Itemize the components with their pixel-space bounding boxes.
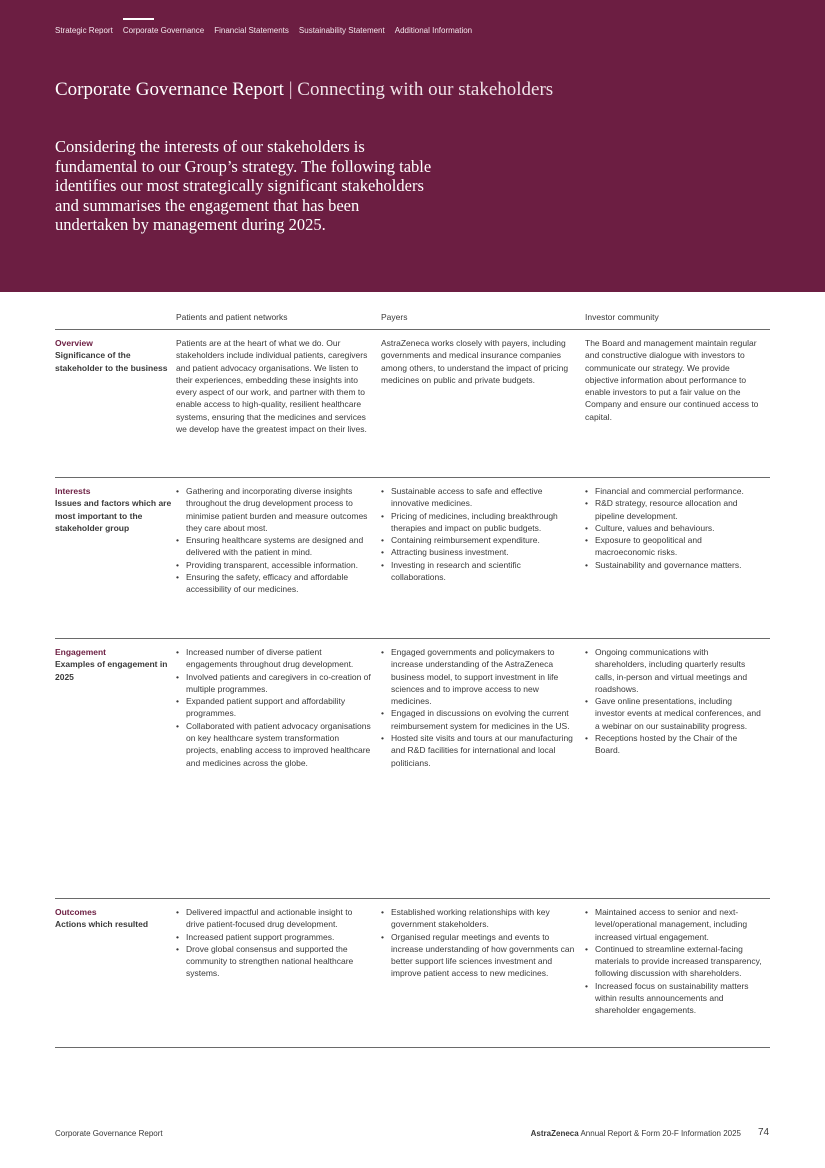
column-header-payers: Payers (381, 312, 408, 322)
list-item: • Gathering and incorporating diverse insights throughout the drug development process to minimise patient burden and measure outcomes they care about most. (176, 485, 373, 534)
footer-section-name: Corporate Governance Report (55, 1129, 163, 1138)
list-item: • Expanded patient support and affordability programmes. (176, 695, 373, 720)
list-item: • Established working relationships with key government stakeholders. (381, 906, 577, 931)
table-cell (585, 478, 770, 638)
list-item: • Providing transparent, accessible information. (176, 559, 373, 571)
row-subtitle: Significance of the stakeholder to the business (55, 350, 168, 373)
table-cell: Patients are at the heart of what we do. Our stakeholders include individual patients, caregivers and patient advocacy organisations. We listen to their experiences, embedding these insights into every aspect of our work, and partner with them to enable access to high-quality, resilient healthcare systems, ensuring that the medicines and services we develop have the greatest impact on their lives. (176, 338, 368, 435)
bullet-list (176, 485, 373, 596)
row-subtitle: Examples of engagement in 2025 (55, 659, 168, 682)
page-title-sub: Connecting with our stakeholders (297, 79, 554, 100)
table-cell (176, 478, 381, 638)
table-cell (585, 639, 770, 898)
list-item: • Involved patients and caregivers in co-creation of multiple programmes. (176, 671, 373, 696)
list-item: • Receptions hosted by the Chair of the Board. (585, 732, 762, 757)
list-item: • Drove global consensus and supported the community to strengthen national healthcare systems. (176, 943, 373, 980)
title-separator: | (288, 79, 293, 100)
list-item: • Organised regular meetings and events to increase understanding of how governments can better support life sciences investment and improve patient access to new medicines. (381, 931, 577, 980)
list-item: • Ensuring healthcare systems are designed and delivered with the patient in mind. (176, 534, 373, 559)
column-header-investors: Investor community (585, 312, 659, 322)
header-banner (0, 0, 825, 292)
nav-strategic-report[interactable]: Strategic Report (55, 26, 113, 35)
list-item: • Pricing of medicines, including breakthrough therapies and impact on public budgets. (381, 510, 577, 535)
table-cell (381, 899, 585, 1047)
nav-sustainability-statement[interactable]: Sustainability Statement (298, 26, 385, 35)
table-header-spacer (55, 312, 176, 329)
list-item: • Investing in research and scientific collaborations. (381, 559, 577, 584)
list-item: • Engaged in discussions on evolving the current reimbursement system for medicines in the US. (381, 707, 577, 732)
column-header-patients: Patients and patient networks (176, 312, 288, 322)
list-item: • Increased focus on sustainability matters within results announcements and shareholder engagements. (585, 980, 762, 1017)
bullet-list (585, 646, 762, 757)
table-cell (381, 478, 585, 638)
table-cell (176, 899, 381, 1047)
table-cell (381, 639, 585, 898)
list-item: • Ensuring the safety, efficacy and affordable accessibility of our medicines. (176, 571, 373, 596)
footer-brand: AstraZeneca (530, 1129, 579, 1138)
page-number: 74 (758, 1127, 770, 1138)
nav-additional-information[interactable]: Additional Information (394, 26, 473, 35)
list-item: • Culture, values and behaviours. (585, 522, 762, 534)
list-item: • Collaborated with patient advocacy organisations on key healthcare system transformation projects, enabling access to improved healthcare and medicines across the globe. (176, 720, 373, 769)
table-cell (585, 899, 770, 1047)
table-row-outcomes (55, 899, 770, 1048)
list-item: • Continued to streamline external-facing materials to provide increased transparency, following discussion with shareholders. (585, 943, 762, 980)
row-label (55, 330, 176, 477)
table-row-overview (55, 330, 770, 478)
row-label (55, 478, 176, 638)
bullet-list (585, 906, 762, 1017)
list-item: • R&D strategy, resource allocation and pipeline development. (585, 497, 762, 522)
list-item: • Financial and commercial performance. (585, 485, 762, 497)
list-item: • Sustainability and governance matters. (585, 559, 762, 571)
bullet-list (381, 485, 577, 583)
table-row-interests (55, 478, 770, 639)
bullet-list (585, 485, 762, 571)
nav-financial-statements[interactable]: Financial Statements (214, 26, 289, 35)
row-title: Interests (55, 486, 91, 496)
list-item: • Exposure to geopolitical and macroeconomic risks. (585, 534, 762, 559)
table-header (55, 312, 770, 330)
stakeholder-table (55, 312, 770, 1048)
top-nav (55, 26, 472, 35)
bullet-list (381, 646, 577, 769)
list-item: • Attracting business investment. (381, 546, 577, 558)
list-item: • Ongoing communications with shareholders, including quarterly results calls, in-person and virtual meetings and roadshows. (585, 646, 762, 695)
row-title: Outcomes (55, 907, 97, 917)
list-item: • Increased number of diverse patient engagements throughout drug development. (176, 646, 373, 671)
row-subtitle: Actions which resulted (55, 919, 149, 930)
list-item: • Delivered impactful and actionable insight to drive patient-focused drug development. (176, 906, 373, 931)
list-item: • Containing reimbursement expenditure. (381, 534, 577, 546)
row-title: Engagement (55, 647, 107, 657)
list-item: • Increased patient support programmes. (176, 931, 373, 943)
table-cell: The Board and management maintain regular and constructive dialogue with investors to communicate our strategy. We provide objective information about performance to enable investors to put a fair value on the Company and ensure our continued access to capital. (585, 338, 759, 422)
row-label (55, 899, 176, 1047)
list-item: • Maintained access to senior and next-level/operational management, including increased virtual engagement. (585, 906, 762, 943)
table-cell: AstraZeneca works closely with payers, including governments and medical insurance companies among others, to understand the impact of pricing medicines on public and private budgets. (381, 338, 569, 385)
table-row-engagement (55, 639, 770, 899)
list-item: • Hosted site visits and tours at our manufacturing and R&D facilities for international and local politicians. (381, 732, 577, 769)
page-title-main: Corporate Governance Report (55, 79, 284, 100)
footer-report: Annual Report & Form 20-F Information 2025 (580, 1129, 741, 1138)
list-item: • Gave online presentations, including investor events at medical conferences, and a webinar on our sustainability progress. (585, 695, 762, 732)
list-item: • Sustainable access to safe and effective innovative medicines. (381, 485, 577, 510)
row-title: Overview (55, 338, 93, 348)
footer-report-title (531, 1129, 741, 1138)
row-label (55, 639, 176, 898)
bullet-list (176, 906, 373, 980)
table-cell (176, 639, 381, 898)
row-subtitle: Issues and factors which are most important to the stakeholder group (55, 498, 172, 533)
intro-paragraph: Considering the interests of our stakeholders is fundamental to our Group’s strategy. The following table identifies our most strategically significant stakeholders and summarises the engagement that has been undertaken by management during 2025. (55, 137, 432, 234)
list-item: • Engaged governments and policymakers to increase understanding of the AstraZeneca business model, to support investment in life sciences and to improve access to new medicines. (381, 646, 577, 707)
bullet-list (176, 646, 373, 769)
bullet-list (381, 906, 577, 980)
nav-corporate-governance[interactable]: Corporate Governance (122, 26, 205, 35)
page-title (55, 79, 553, 101)
